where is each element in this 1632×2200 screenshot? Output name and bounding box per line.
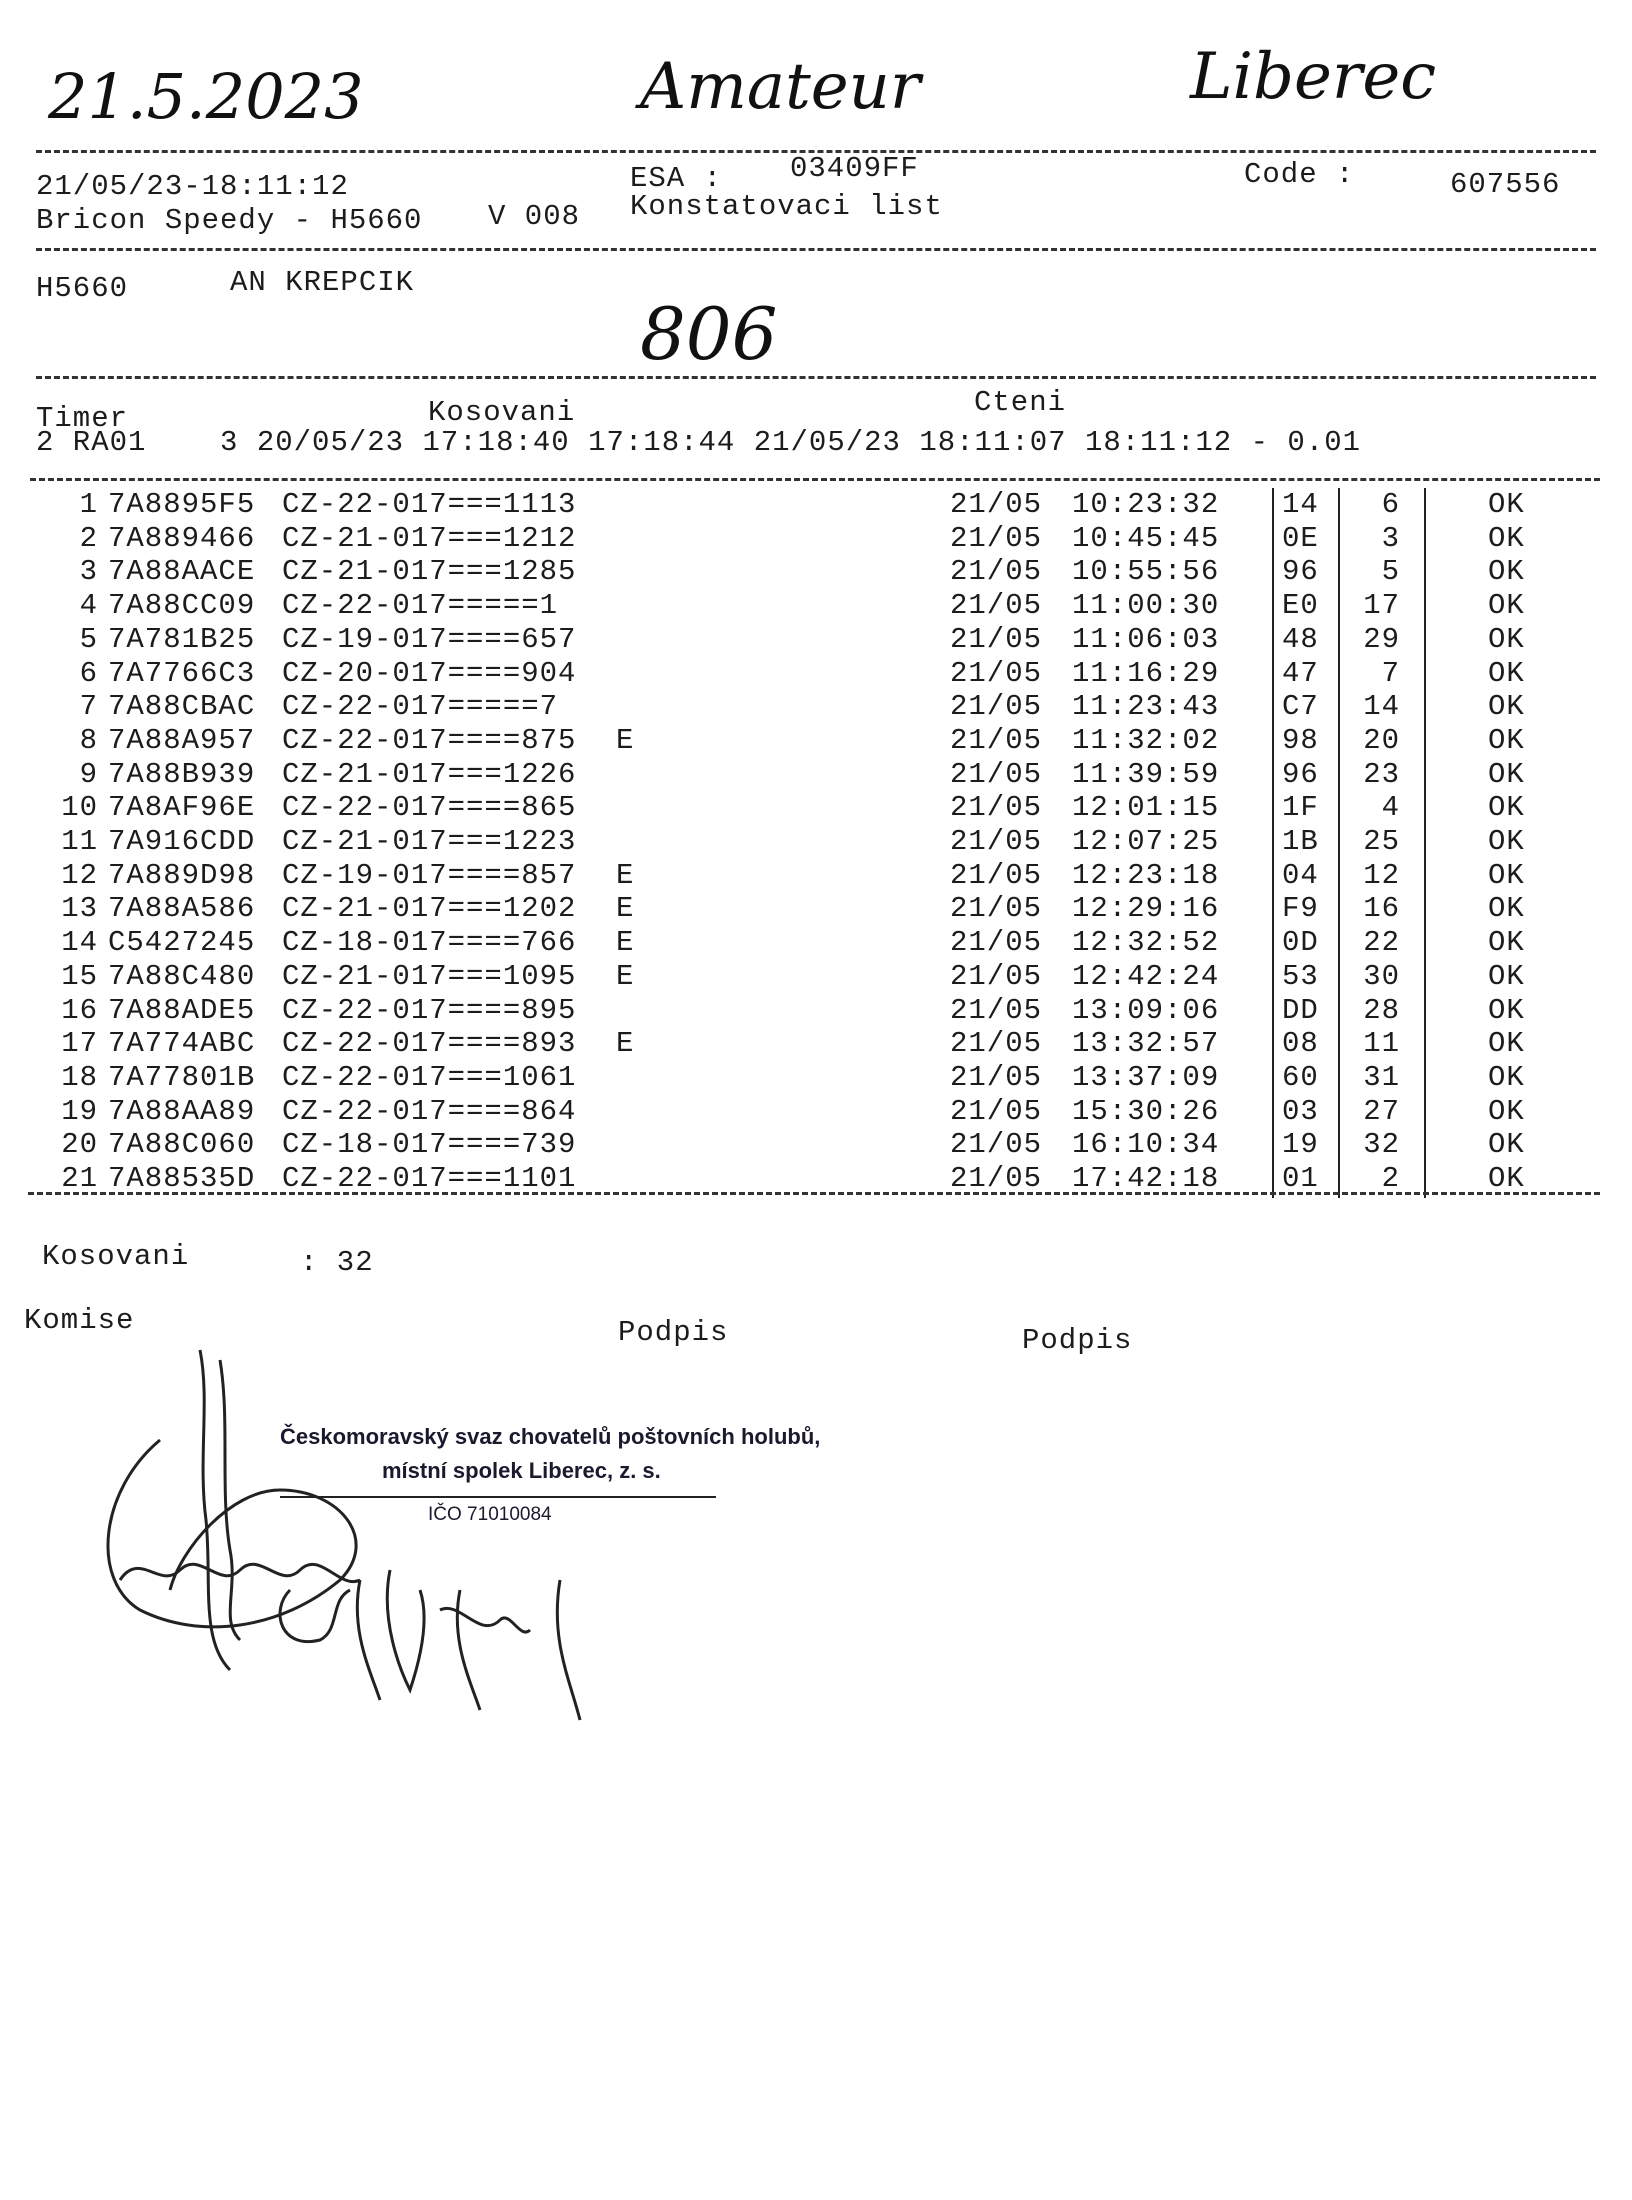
row-position: 22 [1363,926,1400,959]
row-position: 30 [1363,960,1400,993]
row-position: 17 [1363,589,1400,622]
row-chip-id: 7A774ABC [108,1027,256,1060]
row-time: 15:30:26 [1072,1095,1220,1128]
row-status: OK [1488,994,1525,1027]
table-row [0,1162,1632,1196]
row-code: 08 [1282,1027,1319,1060]
row-time: 12:01:15 [1072,791,1220,824]
table-row [0,791,1632,825]
row-date: 21/05 [950,994,1043,1027]
list-title: Konstatovaci list [630,190,943,223]
code-value: 607556 [1450,168,1561,201]
row-code: 96 [1282,758,1319,791]
row-ring-number: CZ-22-017====864 [282,1095,577,1128]
row-chip-id: 7A88C480 [108,960,256,993]
divider-timer [30,478,1600,481]
row-ring-number: CZ-18-017====739 [282,1128,577,1161]
row-status: OK [1488,488,1525,521]
row-code: 48 [1282,623,1319,656]
row-ring-number: CZ-19-017====657 [282,623,577,656]
table-row [0,859,1632,893]
row-code: 04 [1282,859,1319,892]
row-time: 12:42:24 [1072,960,1220,993]
cteni-label: Cteni [974,386,1067,419]
row-time: 12:32:52 [1072,926,1220,959]
header-timestamp: 21/05/23-18:11:12 [36,170,349,203]
row-chip-id: C5427245 [108,926,256,959]
row-position: 7 [1381,657,1400,690]
table-row [0,1095,1632,1129]
header-device: Bricon Speedy - H5660 [36,204,423,237]
row-date: 21/05 [950,1162,1043,1195]
row-status: OK [1488,926,1525,959]
row-ring-number: CZ-22-017====893 [282,1027,577,1060]
row-code: 0D [1282,926,1319,959]
row-chip-id: 7A88A957 [108,724,256,757]
row-number: 14 [61,926,98,959]
row-date: 21/05 [950,555,1043,588]
table-row [0,926,1632,960]
row-number: 15 [61,960,98,993]
row-status: OK [1488,1095,1525,1128]
handwritten-city: Liberec [1190,40,1437,114]
row-status: OK [1488,522,1525,555]
row-position: 31 [1363,1061,1400,1094]
row-ring-number: CZ-22-017===1061 [282,1061,577,1094]
row-number: 21 [61,1162,98,1195]
table-row [0,724,1632,758]
row-number: 5 [79,623,98,656]
row-chip-id: 7A88AA89 [108,1095,256,1128]
podpis-label-2: Podpis [1022,1324,1133,1357]
row-date: 21/05 [950,589,1043,622]
row-position: 32 [1363,1128,1400,1161]
row-position: 4 [1381,791,1400,824]
table-row [0,657,1632,691]
code-label: Code : [1244,158,1355,191]
row-position: 2 [1381,1162,1400,1195]
row-position: 25 [1363,825,1400,858]
row-time: 12:23:18 [1072,859,1220,892]
row-chip-id: 7A88CC09 [108,589,256,622]
row-chip-id: 7A88C060 [108,1128,256,1161]
row-status: OK [1488,1061,1525,1094]
row-date: 21/05 [950,791,1043,824]
row-code: 01 [1282,1162,1319,1195]
handwritten-number: 806 [640,292,778,376]
row-status: OK [1488,1162,1525,1195]
kosovani-header-label: Kosovani [428,396,576,429]
row-time: 12:29:16 [1072,892,1220,925]
row-date: 21/05 [950,758,1043,791]
row-ring-number: CZ-20-017====904 [282,657,577,690]
row-status: OK [1488,758,1525,791]
summary-kosovani-value: : 32 [300,1246,374,1279]
row-code: 03 [1282,1095,1319,1128]
row-time: 17:42:18 [1072,1162,1220,1195]
row-ring-number: CZ-22-017====895 [282,994,577,1027]
row-ring-number: CZ-22-017===1101 [282,1162,577,1195]
row-code: 1B [1282,825,1319,858]
row-position: 16 [1363,892,1400,925]
row-time: 11:39:59 [1072,758,1220,791]
divider-header [36,248,1596,251]
row-code: 19 [1282,1128,1319,1161]
member-id: H5660 [36,272,129,305]
table-row [0,522,1632,556]
row-time: 11:16:29 [1072,657,1220,690]
row-status: OK [1488,825,1525,858]
row-position: 29 [1363,623,1400,656]
row-number: 20 [61,1128,98,1161]
row-status: OK [1488,859,1525,892]
row-ring-number: CZ-21-017===1226 [282,758,577,791]
row-number: 18 [61,1061,98,1094]
stamp-line-3: IČO 71010084 [428,1504,552,1525]
row-ring-number: CZ-22-017=====1 [282,589,559,622]
row-code: E0 [1282,589,1319,622]
row-date: 21/05 [950,623,1043,656]
row-date: 21/05 [950,825,1043,858]
row-status: OK [1488,589,1525,622]
row-status: OK [1488,657,1525,690]
row-number: 16 [61,994,98,1027]
row-number: 13 [61,892,98,925]
table-row [0,1027,1632,1061]
row-position: 11 [1363,1027,1400,1060]
row-code: 14 [1282,488,1319,521]
row-status: OK [1488,690,1525,723]
row-time: 11:23:43 [1072,690,1220,723]
row-flag: E [616,1027,635,1060]
table-row [0,488,1632,522]
row-flag: E [616,859,635,892]
row-date: 21/05 [950,724,1043,757]
row-date: 21/05 [950,960,1043,993]
row-chip-id: 7A889466 [108,522,256,555]
handwritten-category: Amateur [640,50,921,124]
row-date: 21/05 [950,926,1043,959]
table-row [0,690,1632,724]
timer-label: Timer [36,402,129,435]
table-row [0,758,1632,792]
row-ring-number: CZ-21-017===1223 [282,825,577,858]
row-flag: E [616,960,635,993]
row-time: 10:23:32 [1072,488,1220,521]
stamp-line-2: místní spolek Liberec, z. s. [382,1458,661,1483]
row-position: 28 [1363,994,1400,1027]
row-number: 6 [79,657,98,690]
row-chip-id: 7A88A586 [108,892,256,925]
row-position: 12 [1363,859,1400,892]
esa-value: 03409FF [790,152,919,185]
row-number: 10 [61,791,98,824]
row-code: 1F [1282,791,1319,824]
divider-table-end [28,1192,1600,1195]
row-status: OK [1488,1027,1525,1060]
row-number: 11 [61,825,98,858]
row-number: 19 [61,1095,98,1128]
row-code: C7 [1282,690,1319,723]
row-number: 2 [79,522,98,555]
table-row [0,892,1632,926]
row-date: 21/05 [950,690,1043,723]
row-time: 11:00:30 [1072,589,1220,622]
header-version: V 008 [488,200,581,233]
row-date: 21/05 [950,859,1043,892]
row-flag: E [616,892,635,925]
table-row [0,623,1632,657]
row-ring-number: CZ-22-017=====7 [282,690,559,723]
row-number: 17 [61,1027,98,1060]
row-time: 13:09:06 [1072,994,1220,1027]
row-chip-id: 7A88CBAC [108,690,256,723]
handwritten-date: 21.5.2023 [48,60,364,133]
row-ring-number: CZ-22-017===1113 [282,488,577,521]
table-row [0,960,1632,994]
row-position: 23 [1363,758,1400,791]
row-position: 27 [1363,1095,1400,1128]
row-ring-number: CZ-22-017====865 [282,791,577,824]
row-date: 21/05 [950,488,1043,521]
signature-commission [80,1340,600,1740]
row-time: 13:32:57 [1072,1027,1220,1060]
row-code: 96 [1282,555,1319,588]
row-chip-id: 7A88B939 [108,758,256,791]
table-row [0,994,1632,1028]
row-chip-id: 7A889D98 [108,859,256,892]
row-status: OK [1488,555,1525,588]
row-position: 20 [1363,724,1400,757]
row-number: 1 [79,488,98,521]
row-position: 5 [1381,555,1400,588]
row-code: 47 [1282,657,1319,690]
row-chip-id: 7A88ADE5 [108,994,256,1027]
row-date: 21/05 [950,1128,1043,1161]
table-column-rule [1424,488,1426,1198]
row-time: 13:37:09 [1072,1061,1220,1094]
podpis-label-1: Podpis [618,1316,729,1349]
row-ring-number: CZ-21-017===1285 [282,555,577,588]
row-flag: E [616,724,635,757]
row-number: 4 [79,589,98,622]
table-row [0,825,1632,859]
row-number: 3 [79,555,98,588]
row-time: 12:07:25 [1072,825,1220,858]
row-ring-number: CZ-19-017====857 [282,859,577,892]
row-time: 10:45:45 [1072,522,1220,555]
row-code: DD [1282,994,1319,1027]
row-status: OK [1488,623,1525,656]
row-date: 21/05 [950,1061,1043,1094]
row-date: 21/05 [950,657,1043,690]
row-status: OK [1488,892,1525,925]
row-date: 21/05 [950,1095,1043,1128]
row-number: 12 [61,859,98,892]
row-code: F9 [1282,892,1319,925]
row-code: 60 [1282,1061,1319,1094]
row-ring-number: CZ-22-017====875 [282,724,577,757]
row-time: 16:10:34 [1072,1128,1220,1161]
row-ring-number: CZ-21-017===1095 [282,960,577,993]
row-number: 7 [79,690,98,723]
row-status: OK [1488,960,1525,993]
row-chip-id: 7A8895F5 [108,488,256,521]
table-row [0,1128,1632,1162]
komise-label: Komise [24,1304,135,1337]
row-chip-id: 7A916CDD [108,825,256,858]
row-status: OK [1488,791,1525,824]
row-chip-id: 7A77801B [108,1061,256,1094]
row-time: 11:06:03 [1072,623,1220,656]
row-chip-id: 7A7766C3 [108,657,256,690]
row-flag: E [616,926,635,959]
row-number: 9 [79,758,98,791]
table-row [0,589,1632,623]
row-date: 21/05 [950,522,1043,555]
table-row [0,555,1632,589]
row-position: 14 [1363,690,1400,723]
row-date: 21/05 [950,892,1043,925]
esa-label: ESA : [630,162,723,195]
timer-line: 2 RA01 3 20/05/23 17:18:40 17:18:44 21/05/23 18:11:07 18:11:12 - 0.01 [36,426,1362,459]
row-number: 8 [79,724,98,757]
table-row [0,1061,1632,1095]
row-code: 0E [1282,522,1319,555]
row-position: 3 [1381,522,1400,555]
row-chip-id: 7A781B25 [108,623,256,656]
row-chip-id: 7A88535D [108,1162,256,1195]
row-time: 10:55:56 [1072,555,1220,588]
row-chip-id: 7A8AF96E [108,791,256,824]
row-date: 21/05 [950,1027,1043,1060]
row-status: OK [1488,1128,1525,1161]
row-ring-number: CZ-21-017===1212 [282,522,577,555]
row-position: 6 [1381,488,1400,521]
row-code: 98 [1282,724,1319,757]
stamp-line-1: Českomoravský svaz chovatelů poštovních holubů, [280,1424,821,1449]
row-chip-id: 7A88AACE [108,555,256,588]
table-column-rule [1338,488,1340,1198]
table-column-rule [1272,488,1274,1198]
member-name: AN KREPCIK [230,266,415,299]
divider-member [36,376,1596,379]
row-time: 11:32:02 [1072,724,1220,757]
row-ring-number: CZ-21-017===1202 [282,892,577,925]
row-code: 53 [1282,960,1319,993]
row-ring-number: CZ-18-017====766 [282,926,577,959]
summary-kosovani-label: Kosovani [42,1240,190,1273]
row-status: OK [1488,724,1525,757]
